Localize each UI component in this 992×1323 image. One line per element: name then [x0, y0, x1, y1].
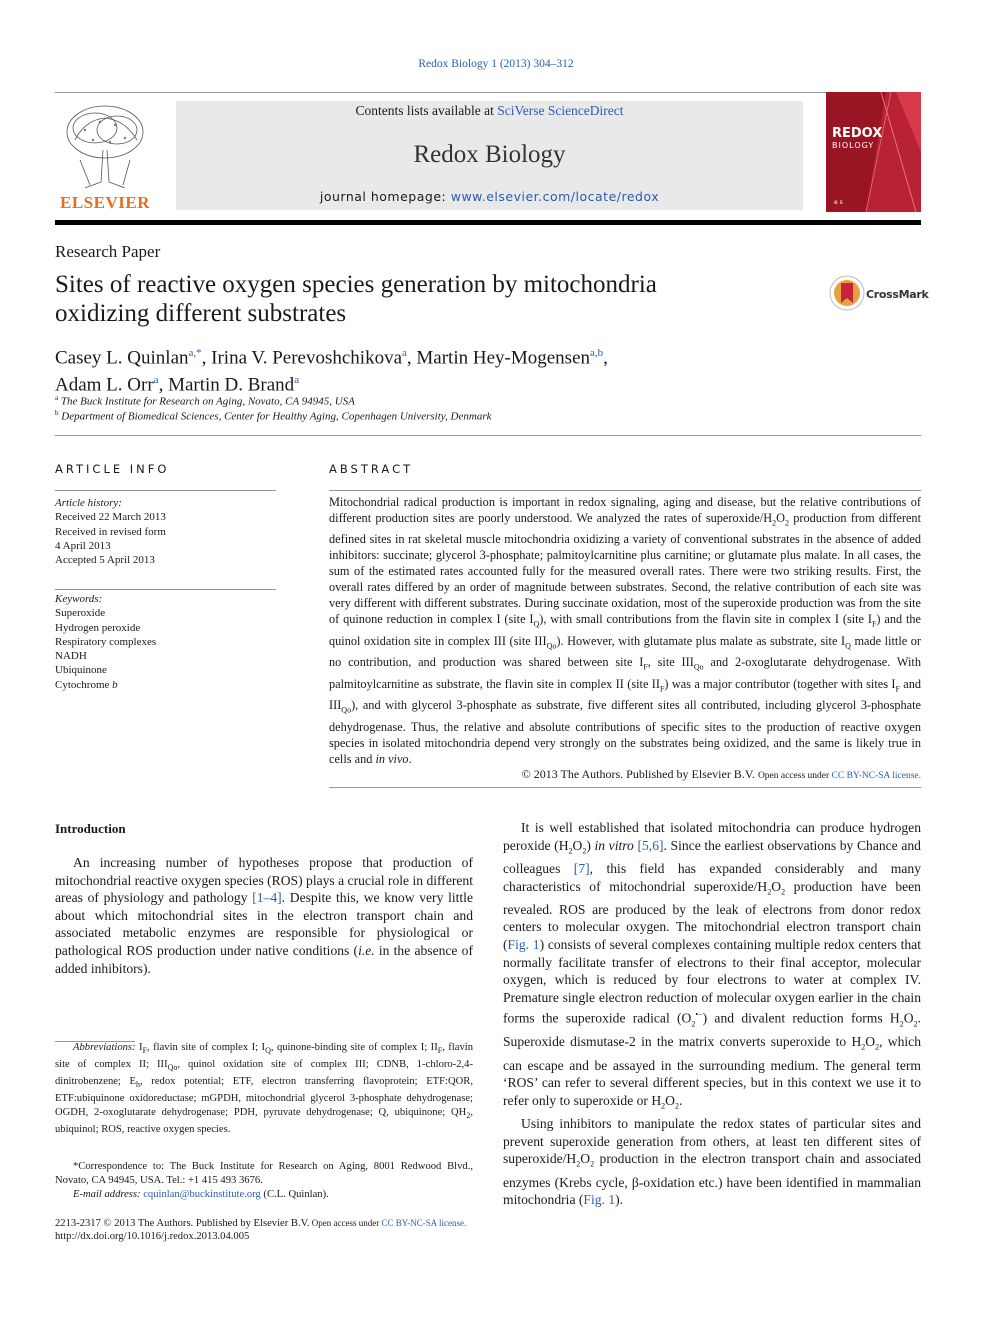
intro-column-left: An increasing number of hypotheses propose that production of mitochondrial reactive oxygen species (ROS) plays a crucial role in different areas of physiology and pathology [1–4]. Despite this, we know very little about which mitochondrial sites in the electron transport chain and associated metabolic enzymes are responsible for physiological or pathological ROS production under native conditions (i.e. in the absence of added inhibitors).: [55, 855, 473, 976]
intro-column-right: It is well established that isolated mitochondria can produce hydrogen peroxide $(H_2O_2)$ in vitro [5,6]. Since the earliest observations by Chance and colleagues [7], this field has expanded considerably and many characteristics of mitochondrial superoxide/$H_2O_2$ production have been revealed. ROS are produced by the leak of electrons from donor redox centers to molecular oxygen. The mitochondrial electron transport chain (Fig. 1) consists of several complexes containing multiple redox centers that normally facilitate transfer of electrons to their final acceptor, molecular oxygen, which is reduced by four electrons to water at complex IV. Premature single electron reduction of molecular oxygen earlier in the chain forms the superoxide radical $(O_2^{•-})$ and divalent reduction forms $H_2O_2$. Superoxide dismutase-2 in the matrix converts superoxide to $H_2O_2$, which can escape and be assayed in the surrounding medium. The general term ‘ROS’ can refer to several different species, but in this context we use it to refer only to superoxide or $H_2O_2$. Using inhibitors to manipulate the redox states of particular sites and prevent superoxide generation from others, at least ten different sites of superoxide/$H_2O_2$ production in the electron transport chain and associated enzymes (Krebs cycle, β-oxidation etc.) have been identified in mammalian mitochondria (Fig. 1).: [503, 820, 921, 1208]
author-name[interactable]: Irina V. Perevoshchikova: [211, 347, 403, 369]
author-name[interactable]: Casey L. Quinlan: [55, 347, 189, 369]
author-name[interactable]: Martin Hey-Mogensen: [416, 347, 591, 369]
abstract-heading: ABSTRACT: [329, 462, 414, 476]
crossmark-label: CrossMark: [866, 288, 929, 301]
correspondence-footnote: *Correspondence to: The Buck Institute for Research on Aging, 8001 Redwood Blvd., Novato, CA 94945, USA. Tel.: +1 415 493 3676. E-mail address: cquinlan@buckinstitute.org (C.L. Quinlan).: [55, 1161, 473, 1200]
keyword: Ubiquinone: [55, 664, 107, 677]
abstract-copyright: © 2013 The Authors. Published by Elsevier B.V. Open access under CC BY-NC-SA license.: [521, 767, 921, 781]
article-info-heading: ARTICLE INFO: [55, 462, 170, 476]
journal-name: Redox Biology: [413, 141, 566, 168]
header-divider: [55, 92, 921, 93]
author-list: Casey L. Quinlan$^{a,*}$, Irina V. Perevoshchikova$^a$, Martin Hey-Mogensen$^{a,b}$, Adam L. Orr$^a$, Martin D. Brand$^a$: [55, 347, 608, 396]
doi-link[interactable]: http://dx.doi.org/10.1016/j.redox.2013.04.005: [55, 1231, 250, 1242]
keyword: Superoxide: [55, 607, 106, 620]
figure-link[interactable]: Fig. 1: [583, 1192, 616, 1208]
citation-link[interactable]: [7]: [573, 860, 590, 876]
article-title: Sites of reactive oxygen species generation by mitochondria oxidizing different substrates: [55, 271, 657, 327]
cover-title: REDOX: [832, 126, 883, 141]
license-link[interactable]: CC BY-NC-SA license.: [831, 771, 921, 781]
author-name[interactable]: Martin D. Brand: [168, 374, 295, 396]
cover-art-icon: [826, 92, 921, 212]
article-history: Article history: Received 22 March 2013 Received in revised form 4 April 2013 Accepted 5 April 2013: [55, 497, 166, 567]
affiliation: $^a$ The Buck Institute for Research on Aging, Novato, CA 94945, USA: [55, 394, 355, 408]
journal-homepage: journal homepage: www.elsevier.com/locate/redox: [319, 189, 660, 204]
keyword: NADH: [55, 650, 87, 663]
keyword: Cytochrome b: [55, 678, 118, 691]
journal-reference[interactable]: Redox Biology 1 (2013) 304–312: [418, 58, 574, 70]
footer-license-link[interactable]: CC BY-NC-SA license.: [381, 1218, 467, 1228]
figure-link[interactable]: Fig. 1: [507, 937, 540, 952]
email-link[interactable]: cquinlan@buckinstitute.org: [143, 1189, 261, 1200]
divider: [329, 787, 921, 788]
abstract-text: Mitochondrial radical production is important in redox signaling, aging and disease, but the relative contributions of different production sites are poorly understood. We analyzed the rates of superoxide/$H_2O_2$ production from different defined sites in rat skeletal muscle mitochondria oxidizing a variety of conventional substrates in the absence of added inhibitors: succinate; glycerol 3-phosphate; palmitoylcarnitine plus carnitine; or glutamate plus malate. In all cases, the sum of the estimated rates accounted fully for the measured overall rates. There were two striking results. First, the overall rates differed by an order of magnitude between substrates. Second, the relative contribution of each site was very different with different substrates. During succinate oxidation, most of the superoxide production was from the site of quinone reduction in complex I (site $I_Q$), with small contributions from the flavin site in complex I (site $I_F$) and the quinol oxidation site in complex III (site $III_{Qo}$). However, with glutamate plus malate as substrate, site $I_Q$ made little or no contribution, and production was shared between site $I_F$, site $III_{Qo}$ and 2-oxoglutarate dehydrogenase. With palmitoylcarnitine as substrate, the flavin site in complex II (site $II_F$) was a major contributor (together with sites $I_F$ and $III_{Qo}$), and with glycerol 3-phosphate as substrate, five different sites all contributed, including glycerol 3-phosphate dehydrogenase. Thus, the relative and absolute contributions of specific sites to the production of reactive oxygen species in isolated mitochondria depend very strongly on the substrates being oxidized, and the same is likely true in cells and in vivo.: [329, 495, 922, 766]
affiliation: $^b$ Department of Biomedical Sciences, Center for Healthy Aging, Copenhagen University, Denmark: [55, 409, 492, 423]
issn-line: 2213-2317 © 2013 The Authors. Published by Elsevier B.V. Open access under CC BY-NC-SA license.: [55, 1218, 467, 1229]
citation-link[interactable]: [1–4]: [252, 890, 282, 906]
divider: [55, 589, 276, 590]
divider: [55, 490, 276, 491]
journal-cover[interactable]: [826, 92, 921, 212]
author-name[interactable]: Adam L. Orr: [55, 374, 154, 396]
svg-text:e s: e s: [834, 199, 843, 206]
article-type: Research Paper: [55, 242, 161, 261]
cover-subtitle: BIOLOGY: [832, 141, 875, 150]
journal-banner: [176, 101, 803, 210]
keywords: Keywords: Superoxide Hydrogen peroxide Respiratory complexes NADH Ubiquinone Cytochrome b: [55, 592, 276, 692]
abbreviations-footnote: Abbreviations: $I_F$, flavin site of complex I; $I_Q$, quinone-binding site of complex I; $II_F$, flavin site of complex II; $III_{Qo}$, quinol oxidation site of complex III; CDNB, 1-chloro-2,4-dinitrobenzene; $E_h$, redox potential; ETF, electron transferring flavoprotein; ETF:QOR, ETF:ubiquinone oxidoreductase; mGPDH, mitochondrial glycerol 3-phosphate dehydrogenase; OGDH, 2-oxoglutarate dehydrogenase; PDH, pyruvate dehydrogenase; Q, ubiquinone; $QH_2$, ubiquinol; ROS, reactive oxygen species.: [55, 1042, 473, 1136]
keyword: Respiratory complexes: [55, 635, 157, 648]
keyword: Hydrogen peroxide: [55, 621, 141, 634]
citation-link[interactable]: [5,6]: [637, 837, 664, 853]
header-thick-divider: [55, 220, 921, 225]
sciencedirect-link[interactable]: SciVerse ScienceDirect: [497, 103, 624, 118]
divider: [55, 435, 921, 436]
divider: [329, 490, 921, 491]
contents-line: Contents lists available at SciVerse ScienceDirect: [355, 103, 624, 118]
homepage-link[interactable]: www.elsevier.com/locate/redox: [450, 189, 660, 204]
section-heading: Introduction: [55, 821, 126, 836]
elsevier-logo-text: ELSEVIER: [60, 193, 150, 212]
